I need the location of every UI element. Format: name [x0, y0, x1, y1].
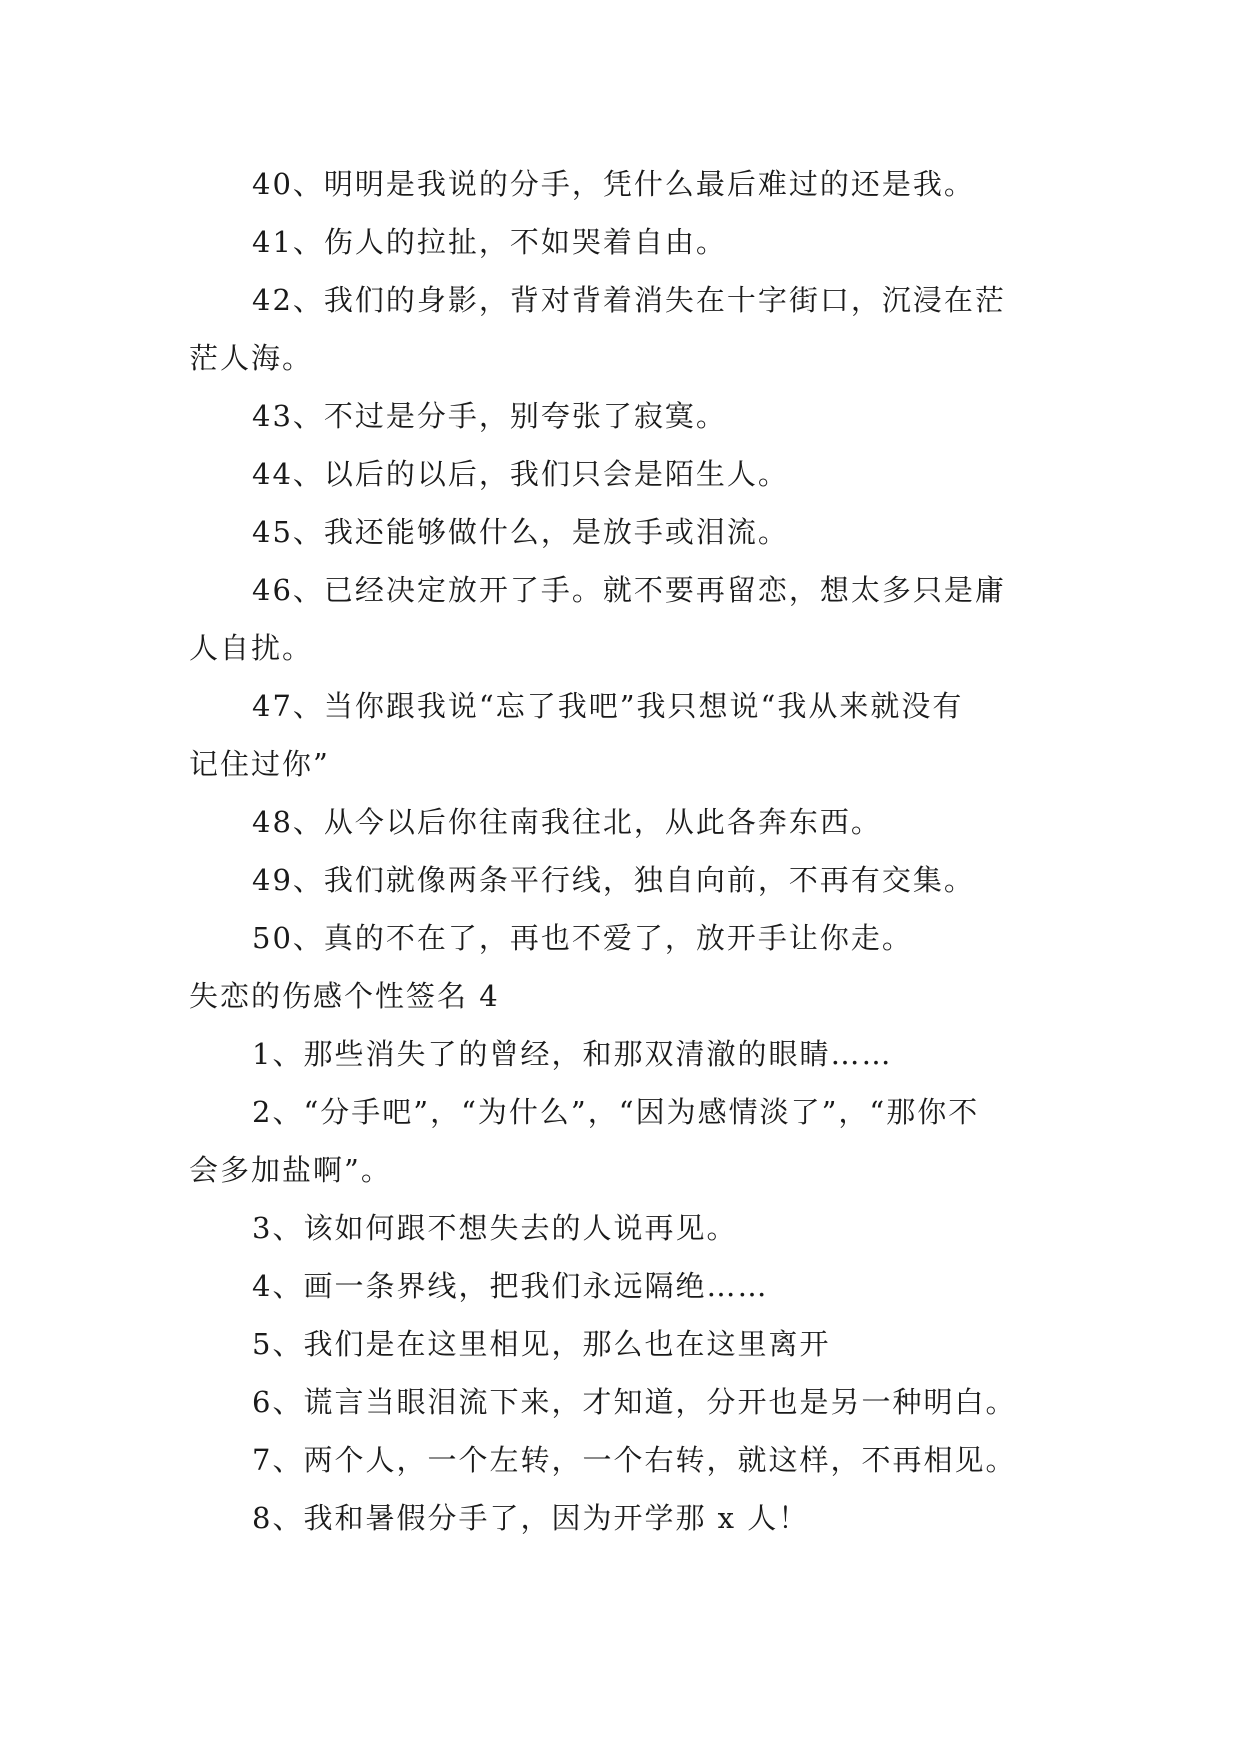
quote-line-42-continued: 茫人海。: [189, 341, 314, 375]
quote-line-48: 48、从今以后你往南我往北，从此各奔东西。: [252, 805, 882, 839]
quote-line-44: 44、以后的以后，我们只会是陌生人。: [252, 457, 789, 491]
quote-line-2-continued: 会多加盐啊”。: [189, 1153, 392, 1187]
quote-line-5: 5、我们是在这里相见，那么也在这里离开: [252, 1327, 831, 1361]
quote-line-50: 50、真的不在了，再也不爱了，放开手让你走。: [252, 921, 913, 955]
quote-line-1: 1、那些消失了的曾经，和那双清澈的眼睛……: [252, 1037, 893, 1071]
quote-line-40: 40、明明是我说的分手，凭什么最后难过的还是我。: [252, 167, 975, 201]
quote-line-7: 7、两个人，一个左转，一个右转，就这样，不再相见。: [252, 1443, 1017, 1477]
section-heading: 失恋的伤感个性签名 4: [189, 979, 500, 1013]
quote-line-49: 49、我们就像两条平行线，独自向前，不再有交集。: [252, 863, 975, 897]
quote-line-43: 43、不过是分手，别夸张了寂寞。: [252, 399, 727, 433]
quote-line-2: 2、“分手吧”，“为什么”，“因为感情淡了”，“那你不: [252, 1095, 980, 1129]
quote-line-3: 3、该如何跟不想失去的人说再见。: [252, 1211, 738, 1245]
quote-line-47: 47、当你跟我说“忘了我吧”我只想说“我从来就没有: [252, 689, 964, 723]
quote-line-46-continued: 人自扰。: [189, 631, 314, 665]
quote-line-8: 8、我和暑假分手了，因为开学那 x 人！: [252, 1501, 810, 1535]
quote-line-41: 41、伤人的拉扯，不如哭着自由。: [252, 225, 727, 259]
quote-line-47-continued: 记住过你”: [189, 747, 330, 781]
quote-line-45: 45、我还能够做什么，是放手或泪流。: [252, 515, 789, 549]
quote-line-42: 42、我们的身影，背对背着消失在十字街口，沉浸在茫: [252, 283, 1006, 317]
quote-line-4: 4、画一条界线，把我们永远隔绝……: [252, 1269, 769, 1303]
quote-line-6: 6、谎言当眼泪流下来，才知道，分开也是另一种明白。: [252, 1385, 1017, 1419]
quote-line-46: 46、已经决定放开了手。就不要再留恋，想太多只是庸: [252, 573, 1006, 607]
